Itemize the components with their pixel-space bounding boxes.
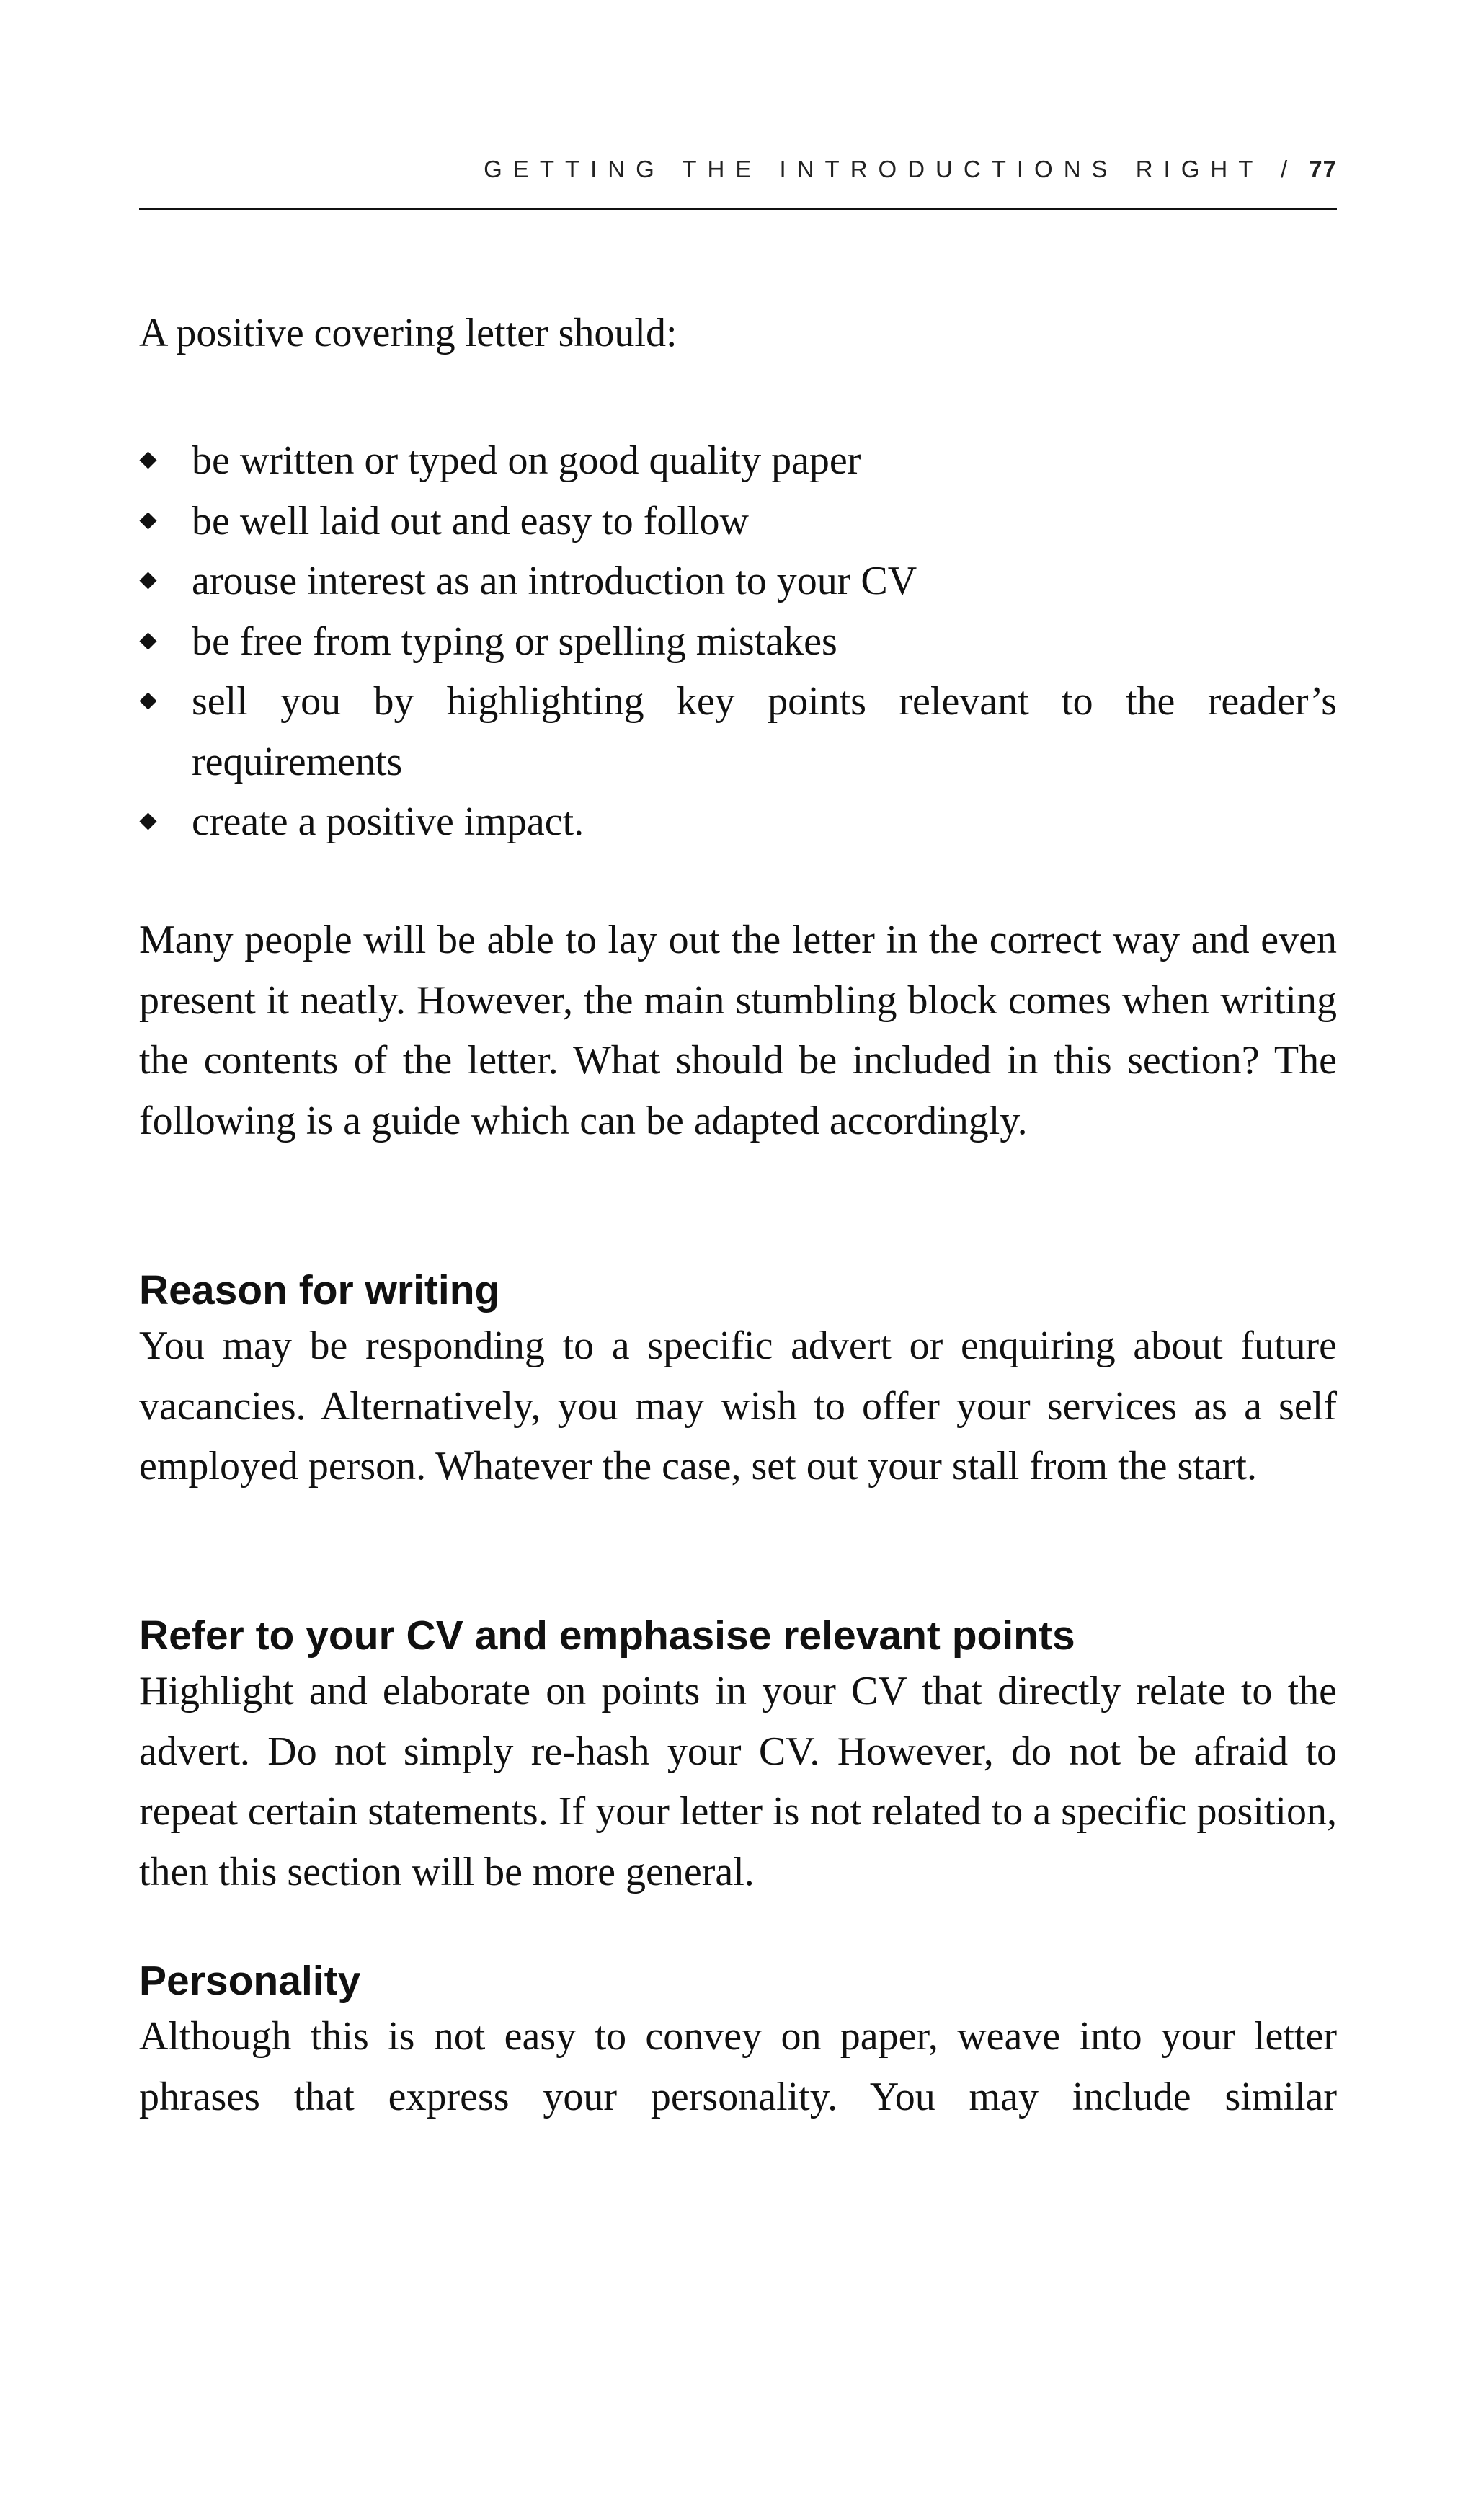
section-heading: Personality <box>139 1958 361 2004</box>
intro-sentence: A positive covering letter should: <box>139 311 677 355</box>
diamond-bullet-icon <box>139 451 156 469</box>
list-item-text: be free from typing or spelling mistakes <box>192 618 837 664</box>
list-item-text: be written or typed on good quality paper <box>192 438 861 483</box>
list-item <box>139 551 1337 612</box>
diamond-bullet-icon <box>139 572 156 589</box>
diamond-bullet-icon <box>139 632 156 649</box>
diamond-bullet-icon <box>139 512 156 529</box>
list-item <box>139 431 1337 492</box>
body-paragraph: Many people will be able to lay out the letter in the correct way and even present it neatly. However, the main stumbling block comes when writing the contents of the letter. What should be included in this section? The following is a guide which can be adapted accordingly. <box>139 918 1337 1143</box>
section-paragraph: You may be responding to a specific advert or enquiring about future vacancies. Alternatively, you may wish to offer your services as a self employed person. Whatever the case, set out your stall from the start. <box>139 1323 1337 1489</box>
list-item <box>139 792 1337 853</box>
list-item-text: arouse interest as an introduction to your CV <box>192 559 917 603</box>
header-separator: / <box>1280 156 1288 182</box>
list-item <box>139 492 1337 552</box>
page-number: 77 <box>1309 156 1337 182</box>
section-heading: Refer to your CV and emphasise relevant points <box>139 1612 1075 1659</box>
section-paragraph: Highlight and elaborate on points in your CV that directly relate to the advert. Do not simply re-hash your CV. However, do not be afraid to repeat certain statements. If your letter is not related to a specific position, then this section will be more general. <box>139 1669 1337 1894</box>
running-header <box>484 157 1337 181</box>
diamond-bullet-icon <box>139 812 156 830</box>
list-item-text: be well laid out and easy to follow <box>192 498 749 544</box>
running-title: GETTING THE INTRODUCTIONS RIGHT <box>484 156 1263 182</box>
list-item <box>139 672 1337 792</box>
list-item-text: create a positive impact. <box>192 799 584 844</box>
list-item-text: sell you by highlighting key points relevant to the reader’s requirements <box>192 679 1337 784</box>
section-paragraph: Although this is not easy to convey on paper, weave into your letter phrases that express your personality. You may include similar <box>139 2014 1337 2119</box>
bullet-list <box>139 431 1337 853</box>
list-item <box>139 612 1337 673</box>
header-rule <box>139 208 1337 210</box>
section-heading: Reason for writing <box>139 1267 500 1313</box>
diamond-bullet-icon <box>139 692 156 709</box>
